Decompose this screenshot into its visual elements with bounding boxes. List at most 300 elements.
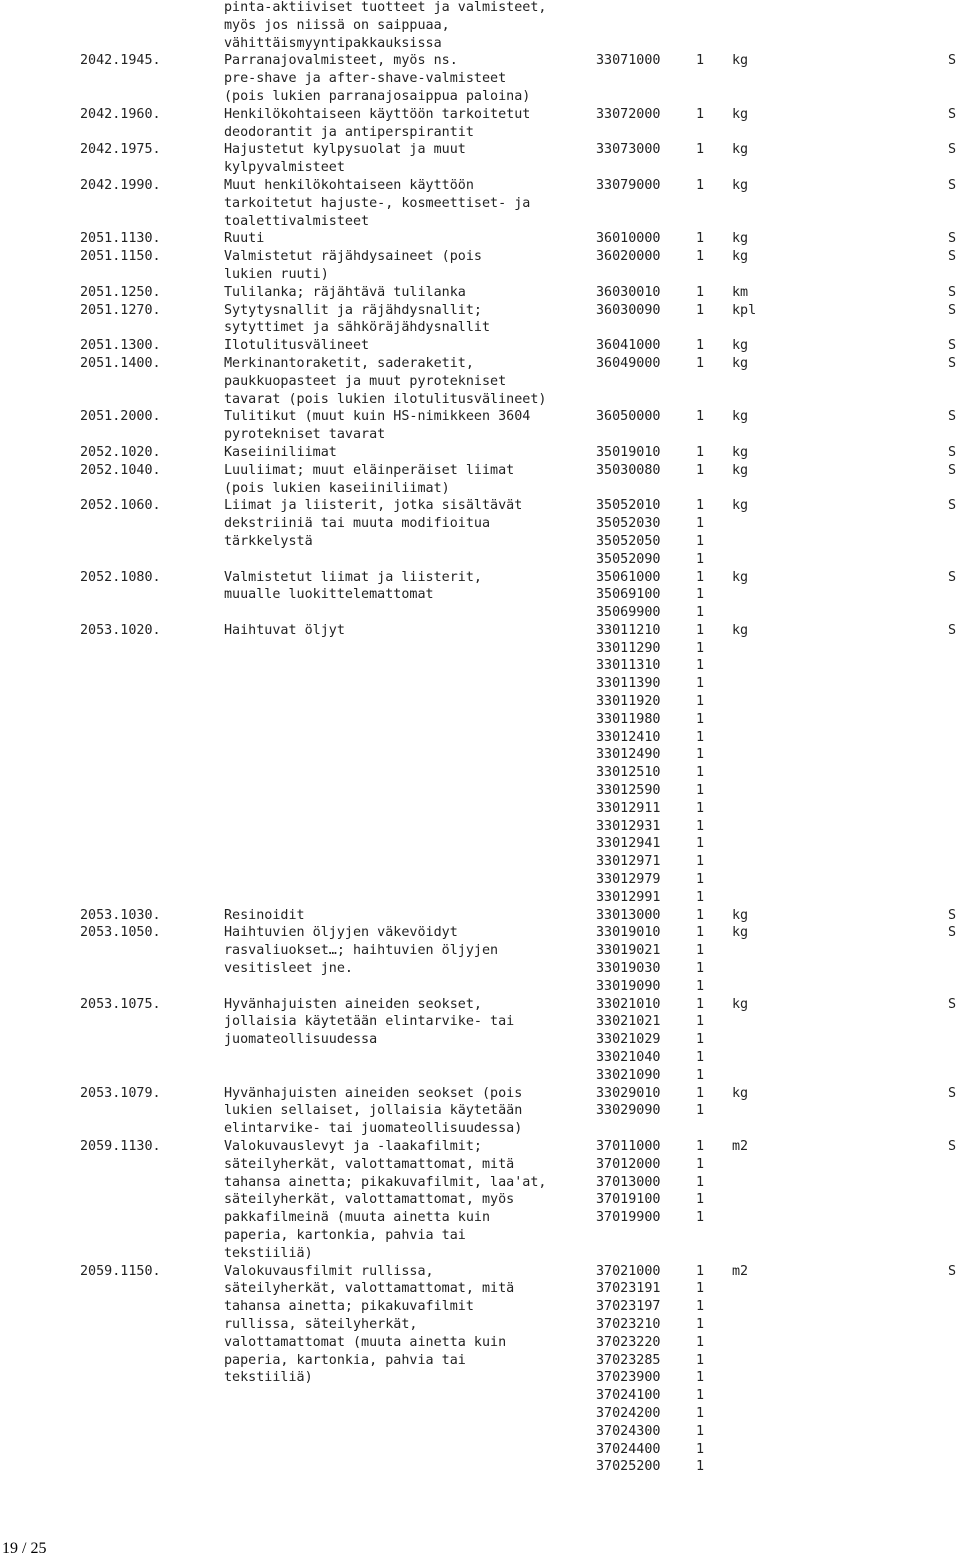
status-flag: S (948, 462, 957, 478)
product-description: myös jos niissä on saippuaa, (224, 17, 450, 33)
table-row (0, 1227, 960, 1245)
product-code: 2053.1030. (80, 907, 161, 923)
quantity-factor: 1 (696, 53, 705, 69)
table-row (0, 141, 960, 159)
product-description: Resinoidit (224, 907, 305, 923)
cn-code: 37023900 (596, 1370, 661, 1386)
table-row (0, 693, 960, 711)
cn-code: 33073000 (596, 142, 661, 158)
cn-code: 35061000 (596, 569, 661, 585)
cn-code: 33012490 (596, 747, 661, 763)
product-code: 2052.1060. (80, 498, 161, 514)
product-description: Hyvänhajuisten aineiden seokset (pois (224, 1085, 523, 1101)
cn-code: 37025200 (596, 1459, 661, 1475)
product-description: paperia, kartonkia, pahvia tai (224, 1352, 466, 1368)
product-description: Muut henkilökohtaiseen käyttöön (224, 177, 474, 193)
product-description: Valokuvauslevyt ja -laakafilmit; (224, 1139, 482, 1154)
quantity-factor: 1 (696, 640, 705, 656)
product-description: dekstriiniä tai muuta modifioitua (224, 516, 491, 532)
cn-code: 37012000 (596, 1156, 661, 1172)
unit: kg (732, 106, 749, 122)
status-flag: S (948, 142, 957, 158)
table-row (0, 497, 960, 515)
product-description: säteilyherkät, valottamattomat, mitä (224, 1156, 515, 1172)
quantity-factor: 1 (696, 587, 705, 603)
table-row (0, 1174, 960, 1192)
table-row (0, 284, 960, 302)
cn-code: 33013000 (596, 907, 661, 923)
table-row (0, 1423, 960, 1441)
quantity-factor: 1 (696, 872, 705, 888)
quantity-factor: 1 (696, 1316, 705, 1332)
cn-code: 37011000 (596, 1139, 661, 1154)
table-row (0, 746, 960, 764)
product-description: lukien sellaiset, jollaisia käytetään (224, 1103, 523, 1119)
status-flag: S (948, 444, 957, 460)
table-row (0, 782, 960, 800)
product-description: Merkinantoraketit, saderaketit, (224, 355, 474, 371)
cn-code: 37023220 (596, 1334, 661, 1350)
table-row (0, 248, 960, 266)
table-row (0, 1138, 960, 1156)
product-code: 2051.1270. (80, 302, 161, 318)
cn-code: 33021010 (596, 996, 661, 1012)
quantity-factor: 1 (696, 747, 705, 763)
unit: kpl (732, 302, 757, 318)
product-description: tekstiiliä) (224, 1245, 313, 1261)
unit: kg (732, 1085, 749, 1101)
product-description: tekstiiliä) (224, 1370, 313, 1386)
product-code: 2053.1050. (80, 925, 161, 941)
quantity-factor: 1 (696, 177, 705, 193)
table-row (0, 355, 960, 373)
cn-code: 37024300 (596, 1423, 661, 1439)
cn-code: 33021040 (596, 1050, 661, 1066)
unit: kg (732, 177, 749, 193)
table-row (0, 159, 960, 177)
page-number: 19 / 25 (2, 1540, 47, 1557)
table-row (0, 1334, 960, 1352)
cn-code: 33019021 (596, 943, 661, 959)
cn-code: 37021000 (596, 1263, 661, 1279)
table-row (0, 88, 960, 106)
product-code: 2053.1075. (80, 996, 161, 1012)
quantity-factor: 1 (696, 1103, 705, 1119)
table-row (0, 52, 960, 70)
quantity-factor: 1 (696, 676, 705, 692)
quantity-factor: 1 (696, 533, 705, 549)
table-row (0, 1316, 960, 1334)
unit: kg (732, 907, 749, 923)
product-description: Valmistetut liimat ja liisterit, (224, 569, 482, 585)
unit: kg (732, 249, 749, 265)
cn-code: 37023210 (596, 1316, 661, 1332)
unit: km (732, 284, 749, 300)
product-code: 2051.1150. (80, 249, 161, 265)
quantity-factor: 1 (696, 1085, 705, 1101)
product-description: tahansa ainetta; pikakuvafilmit, laa'at, (224, 1174, 547, 1190)
unit: kg (732, 53, 749, 69)
table-row (0, 657, 960, 675)
table-row (0, 106, 960, 124)
product-code: 2051.1300. (80, 338, 161, 354)
table-row (0, 551, 960, 569)
table-row (0, 1245, 960, 1263)
cn-code: 33019090 (596, 978, 661, 994)
product-description: tärkkelystä (224, 533, 313, 549)
cn-code: 35069100 (596, 587, 661, 603)
product-description: rullissa, säteilyherkät, (224, 1316, 418, 1332)
table-row (0, 1298, 960, 1316)
status-flag: S (948, 338, 957, 354)
product-description: rasvaliuokset…; haihtuvien öljyjen (224, 943, 499, 959)
cn-code: 33011290 (596, 640, 661, 656)
cn-code: 33021021 (596, 1014, 661, 1030)
product-description: tavarat (pois lukien ilotulitusvälineet) (224, 391, 547, 407)
table-row (0, 70, 960, 88)
table-row (0, 230, 960, 248)
product-description: Sytytysnallit ja räjähdysnallit; (224, 302, 482, 318)
cn-code: 33029010 (596, 1085, 661, 1101)
cn-code: 33072000 (596, 106, 661, 122)
quantity-factor: 1 (696, 516, 705, 532)
product-code: 2053.1079. (80, 1085, 161, 1101)
table-row (0, 907, 960, 925)
product-description: Tulitikut (muut kuin HS-nimikkeen 3604 (224, 409, 531, 425)
product-description: kylpyvalmisteet (224, 160, 345, 176)
status-flag: S (948, 177, 957, 193)
status-flag: S (948, 249, 957, 265)
product-description: juomateollisuudessa (224, 1032, 378, 1048)
product-description: Ruuti (224, 231, 265, 247)
quantity-factor: 1 (696, 1299, 705, 1315)
cn-code: 35030080 (596, 462, 661, 478)
quantity-factor: 1 (696, 1263, 705, 1279)
cn-code: 33021029 (596, 1032, 661, 1048)
product-description: vähittäismyyntipakkauksissa (224, 35, 442, 51)
cn-code: 33012979 (596, 872, 661, 888)
cn-code: 36050000 (596, 409, 661, 425)
product-description: Valokuvausfilmit rullissa, (224, 1263, 434, 1279)
table-row (0, 978, 960, 996)
table-row (0, 1156, 960, 1174)
quantity-factor: 1 (696, 1459, 705, 1475)
cn-code: 36010000 (596, 231, 661, 247)
quantity-factor: 1 (696, 1139, 705, 1154)
cn-code: 33011310 (596, 658, 661, 674)
cn-code: 37013000 (596, 1174, 661, 1190)
product-description: Kaseiiniliimat (224, 444, 337, 460)
status-flag: S (948, 355, 957, 371)
table-row (0, 319, 960, 337)
quantity-factor: 1 (696, 854, 705, 870)
quantity-factor: 1 (696, 694, 705, 710)
product-description: paukkuopasteet ja muut pyrotekniset (224, 373, 507, 389)
table-row (0, 213, 960, 231)
status-flag: S (948, 284, 957, 300)
unit: kg (732, 462, 749, 478)
product-description: Hyvänhajuisten aineiden seokset, (224, 996, 482, 1012)
table-row (0, 1352, 960, 1370)
product-description: muualle luokittelemattomat (224, 587, 434, 603)
unit: kg (732, 444, 749, 460)
status-flag: S (948, 409, 957, 425)
cn-code: 33019010 (596, 925, 661, 941)
product-description: lukien ruuti) (224, 266, 329, 282)
table-row (0, 960, 960, 978)
quantity-factor: 1 (696, 1050, 705, 1066)
product-description: vesitisleet jne. (224, 961, 353, 977)
table-row (0, 1120, 960, 1138)
product-code: 2059.1130. (80, 1139, 161, 1154)
product-description: (pois lukien kaseiiniliimat) (224, 480, 450, 496)
product-code: 2051.1130. (80, 231, 161, 247)
quantity-factor: 1 (696, 1370, 705, 1386)
table-row (0, 480, 960, 498)
table-row (0, 408, 960, 426)
unit: kg (732, 622, 749, 638)
quantity-factor: 1 (696, 1156, 705, 1172)
product-code: 2042.1960. (80, 106, 161, 122)
table-row (0, 391, 960, 409)
quantity-factor: 1 (696, 818, 705, 834)
quantity-factor: 1 (696, 462, 705, 478)
status-flag: S (948, 1085, 957, 1101)
quantity-factor: 1 (696, 943, 705, 959)
status-flag: S (948, 907, 957, 923)
product-description: sytyttimet ja sähköräjähdysnallit (224, 320, 491, 336)
cn-code: 33012991 (596, 889, 661, 905)
table-row (0, 1085, 960, 1103)
quantity-factor: 1 (696, 1192, 705, 1208)
cn-code: 35052050 (596, 533, 661, 549)
table-row (0, 533, 960, 551)
table-row (0, 942, 960, 960)
table-row (0, 35, 960, 53)
table-row (0, 889, 960, 907)
table-row (0, 124, 960, 142)
product-description: tarkoitetut hajuste-, kosmeettiset- ja (224, 195, 531, 211)
status-flag: S (948, 569, 957, 585)
cn-code: 35052030 (596, 516, 661, 532)
table-row (0, 924, 960, 942)
cn-code: 33012410 (596, 729, 661, 745)
cn-code: 33011210 (596, 622, 661, 638)
table-row (0, 764, 960, 782)
quantity-factor: 1 (696, 231, 705, 247)
product-code: 2051.1400. (80, 355, 161, 371)
product-description: valottamattomat (muuta ainetta kuin (224, 1334, 507, 1350)
table-row (0, 1263, 960, 1281)
quantity-factor: 1 (696, 1014, 705, 1030)
product-description: säteilyherkät, valottamattomat, myös (224, 1192, 515, 1208)
table-row (0, 835, 960, 853)
quantity-factor: 1 (696, 658, 705, 674)
product-description: pakkafilmeinä (muuta ainetta kuin (224, 1210, 491, 1226)
product-description: Liimat ja liisterit, jotka sisältävät (224, 498, 523, 514)
table-row (0, 1280, 960, 1298)
table-row (0, 586, 960, 604)
quantity-factor: 1 (696, 444, 705, 460)
cn-code: 33012510 (596, 765, 661, 781)
status-flag: S (948, 996, 957, 1012)
product-code: 2052.1040. (80, 462, 161, 478)
quantity-factor: 1 (696, 996, 705, 1012)
table-row (0, 195, 960, 213)
unit: kg (732, 569, 749, 585)
product-description: Parranajovalmisteet, myös ns. (224, 53, 458, 69)
unit: m2 (732, 1139, 749, 1154)
table-row (0, 1209, 960, 1227)
cn-code: 36020000 (596, 249, 661, 265)
quantity-factor: 1 (696, 1210, 705, 1226)
quantity-factor: 1 (696, 1405, 705, 1421)
cn-code: 36049000 (596, 355, 661, 371)
quantity-factor: 1 (696, 1388, 705, 1404)
product-description: deodorantit ja antiperspirantit (224, 124, 474, 140)
cn-code: 33012931 (596, 818, 661, 834)
unit: kg (732, 996, 749, 1012)
status-flag: S (948, 1263, 957, 1279)
quantity-factor: 1 (696, 978, 705, 994)
table-row (0, 604, 960, 622)
product-description: pyrotekniset tavarat (224, 427, 386, 443)
table-row (0, 711, 960, 729)
quantity-factor: 1 (696, 284, 705, 300)
table-row (0, 640, 960, 658)
product-code: 2042.1990. (80, 177, 161, 193)
status-flag: S (948, 106, 957, 122)
product-description: paperia, kartonkia, pahvia tai (224, 1227, 466, 1243)
quantity-factor: 1 (696, 605, 705, 621)
table-row (0, 996, 960, 1014)
cn-code: 33021090 (596, 1067, 661, 1083)
product-description: (pois lukien parranajosaippua paloina) (224, 88, 531, 104)
quantity-factor: 1 (696, 338, 705, 354)
quantity-factor: 1 (696, 800, 705, 816)
quantity-factor: 1 (696, 1067, 705, 1083)
quantity-factor: 1 (696, 622, 705, 638)
status-flag: S (948, 302, 957, 318)
quantity-factor: 1 (696, 1352, 705, 1368)
cn-code: 37024100 (596, 1388, 661, 1404)
quantity-factor: 1 (696, 106, 705, 122)
table-row (0, 337, 960, 355)
product-code: 2051.1250. (80, 284, 161, 300)
cn-code: 33079000 (596, 177, 661, 193)
table-row (0, 1013, 960, 1031)
quantity-factor: 1 (696, 1441, 705, 1457)
table-row (0, 853, 960, 871)
table-row (0, 462, 960, 480)
quantity-factor: 1 (696, 142, 705, 158)
table-row (0, 266, 960, 284)
product-description: jollaisia käytetään elintarvike- tai (224, 1014, 515, 1030)
cn-code: 35019010 (596, 444, 661, 460)
product-description: elintarvike- tai juomateollisuudessa) (224, 1121, 523, 1137)
quantity-factor: 1 (696, 836, 705, 852)
cn-code: 37023197 (596, 1299, 661, 1315)
product-description: pinta-aktiiviset tuotteet ja valmisteet, (224, 0, 547, 15)
product-description: Valmistetut räjähdysaineet (pois (224, 249, 482, 265)
product-code: 2052.1020. (80, 444, 161, 460)
quantity-factor: 1 (696, 355, 705, 371)
product-description: säteilyherkät, valottamattomat, mitä (224, 1281, 515, 1297)
quantity-factor: 1 (696, 783, 705, 799)
status-flag: S (948, 622, 957, 638)
unit: kg (732, 142, 749, 158)
table-row (0, 729, 960, 747)
table-row (0, 1405, 960, 1423)
status-flag: S (948, 1139, 957, 1154)
product-description: pre-shave ja after-shave-valmisteet (224, 71, 507, 87)
table-row (0, 675, 960, 693)
product-description: Henkilökohtaiseen käyttöön tarkoitetut (224, 106, 531, 122)
cn-code: 33011980 (596, 711, 661, 727)
quantity-factor: 1 (696, 1174, 705, 1190)
quantity-factor: 1 (696, 1032, 705, 1048)
product-description: Tulilanka; räjähtävä tulilanka (224, 284, 466, 300)
cn-code: 33019030 (596, 961, 661, 977)
cn-code: 37024200 (596, 1405, 661, 1421)
table-row (0, 1102, 960, 1120)
table-row (0, 444, 960, 462)
product-code: 2052.1080. (80, 569, 161, 585)
cn-code: 33012590 (596, 783, 661, 799)
cn-code: 37023191 (596, 1281, 661, 1297)
product-code: 2042.1975. (80, 142, 161, 158)
cn-code: 36041000 (596, 338, 661, 354)
product-code: 2042.1945. (80, 53, 161, 69)
quantity-factor: 1 (696, 1281, 705, 1297)
product-code: 2053.1020. (80, 622, 161, 638)
product-description: Luuliimat; muut eläinperäiset liimat (224, 462, 515, 478)
product-code: 2059.1150. (80, 1263, 161, 1279)
product-description: Haihtuvat öljyt (224, 622, 345, 638)
quantity-factor: 1 (696, 1334, 705, 1350)
unit: kg (732, 338, 749, 354)
status-flag: S (948, 925, 957, 941)
table-row (0, 818, 960, 836)
table-row (0, 426, 960, 444)
cn-code: 33011390 (596, 676, 661, 692)
unit: kg (732, 498, 749, 514)
unit: m2 (732, 1263, 749, 1279)
table-row (0, 1441, 960, 1459)
table-row (0, 0, 960, 17)
quantity-factor: 1 (696, 498, 705, 514)
table-row (0, 1049, 960, 1067)
status-flag: S (948, 231, 957, 247)
cn-code: 33012911 (596, 800, 661, 816)
quantity-factor: 1 (696, 961, 705, 977)
cn-code: 36030090 (596, 302, 661, 318)
cn-code: 33012941 (596, 836, 661, 852)
quantity-factor: 1 (696, 889, 705, 905)
cn-code: 37019100 (596, 1192, 661, 1208)
product-description: toalettivalmisteet (224, 213, 370, 229)
cn-code: 33012971 (596, 854, 661, 870)
quantity-factor: 1 (696, 302, 705, 318)
table-row (0, 569, 960, 587)
unit: kg (732, 409, 749, 425)
cn-code: 33011920 (596, 694, 661, 710)
table-row (0, 17, 960, 35)
status-flag: S (948, 498, 957, 514)
table-row (0, 515, 960, 533)
quantity-factor: 1 (696, 249, 705, 265)
unit: kg (732, 231, 749, 247)
